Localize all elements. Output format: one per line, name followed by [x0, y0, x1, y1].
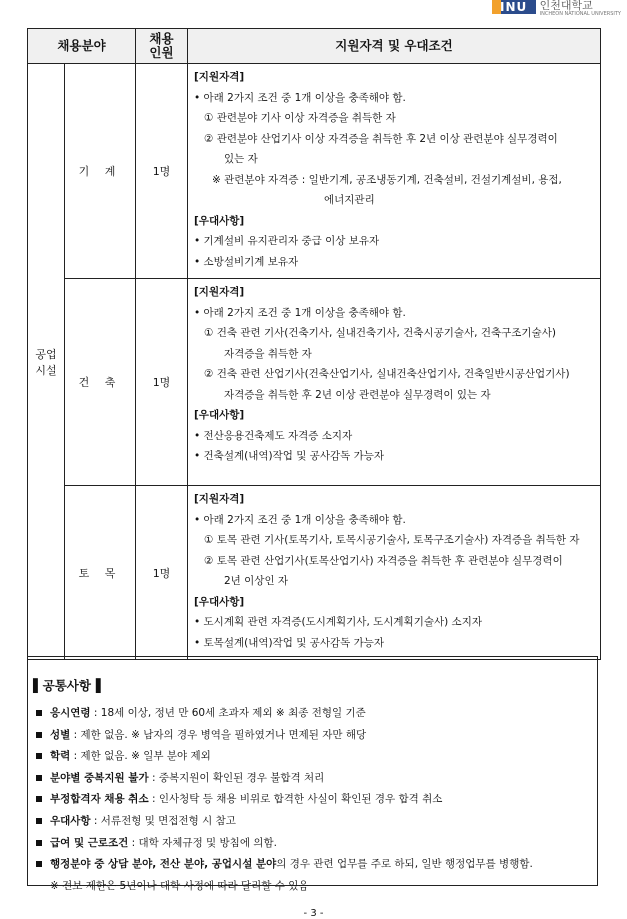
qualification-line: • 건축설계(내역)작업 및 공사감독 가능자	[194, 450, 385, 462]
qualification-line: 자격증을 취득한 후 2년 이상 관련분야 실무경력이 있는 자	[224, 388, 491, 401]
logo-name	[540, 0, 621, 17]
common-conditions-box	[27, 656, 598, 892]
section-heading: [지원자격]	[194, 286, 245, 298]
common-item	[36, 811, 596, 833]
field-cell: 토 목	[65, 486, 136, 660]
page-number: - 3 -	[303, 908, 324, 919]
square-bullet-icon	[36, 710, 42, 716]
common-title: ▌공통사항▐	[33, 678, 101, 693]
square-bullet-icon	[36, 840, 42, 846]
table-row	[28, 279, 601, 486]
common-item-text: : 제한 없음. ※ 남자의 경우 병역을 필하였거나 면제된 자만 해당	[70, 728, 367, 741]
common-item-label: 학력	[50, 750, 71, 763]
square-bullet-icon	[36, 732, 42, 738]
header-count: 채용 인원	[136, 29, 188, 64]
common-item	[36, 725, 596, 747]
logo-name-text: 인천대학교	[539, 0, 593, 12]
qualification-line: ① 관련분야 기사 이상 자격증을 취득한 자	[204, 112, 396, 124]
qualification-line: 2년 이상인 자	[224, 575, 289, 587]
common-item-label: 분야별 중복지원 불가	[50, 771, 149, 784]
qualification-line: 자격증을 취득한 자	[224, 347, 312, 360]
section-heading: [지원자격]	[194, 493, 245, 505]
common-item	[36, 833, 596, 855]
qualification-cell	[188, 486, 601, 660]
section-heading: [우대사항]	[194, 409, 245, 421]
qualification-line: ② 건축 관련 산업기사(건축산업기사, 실내건축산업기사, 건축일반시공산업기사)	[204, 368, 570, 380]
square-bullet-icon	[36, 861, 42, 867]
square-bullet-icon	[36, 753, 42, 759]
qualification-line: • 도시계획 관련 자격증(도시계획기사, 도시계획기술사) 소지자	[194, 616, 482, 628]
common-item-label: 급여 및 근로조건	[50, 836, 129, 849]
qualification-line: 에너지관리	[324, 194, 375, 206]
qualification-cell	[188, 279, 601, 486]
qualification-line: ① 건축 관련 기사(건축기사, 실내건축기사, 건축시공기술사, 건축구조기술사)	[204, 327, 556, 339]
common-item-label: 부정합격자 채용 취소	[50, 793, 149, 806]
header-qualification: 지원자격 및 우대조건	[188, 29, 601, 64]
common-item	[36, 854, 596, 876]
common-item-text: : 중복지원이 확인된 경우 불합격 처리	[148, 771, 325, 784]
table-row	[28, 486, 601, 660]
common-item-text: 의 경우 관련 업무를 주로 하되, 일반 행정업무를 병행함.	[276, 858, 533, 871]
header-field: 채용분야	[28, 29, 136, 64]
common-list	[36, 703, 596, 897]
qualification-line: ※ 관련분야 자격증 : 일반기계, 공조냉동기계, 건축설비, 건설기계설비, 용접,	[212, 173, 562, 186]
qualification-line: • 기계설비 유지관리자 중급 이상 보유자	[194, 235, 380, 247]
common-item-label: 행정분야 중 상담 분야, 전산 분야, 공업시설 분야	[50, 858, 277, 871]
qualification-line: 있는 자	[224, 153, 258, 165]
section-heading: [우대사항]	[194, 214, 245, 227]
count-cell: 1명	[136, 279, 188, 486]
logo-mark: INU	[492, 0, 536, 14]
qualification-line: • 아래 2가지 조건 중 1개 이상을 충족해야 함.	[194, 513, 406, 526]
common-item-label: 응시연령	[50, 707, 91, 719]
section-heading: [지원자격]	[194, 71, 245, 83]
common-item-text: : 인사청탁 등 채용 비위로 합격한 사실이 확인된 경우 합격 취소	[148, 793, 443, 806]
table-header-row	[28, 29, 601, 64]
common-item-label: 우대사항	[50, 814, 91, 827]
square-bullet-icon	[36, 818, 42, 824]
table-row	[28, 64, 601, 279]
common-item-text: : 18세 이상, 정년 만 60세 초과자 제외 ※ 최종 전형일 기준	[90, 707, 366, 719]
common-item-text: : 제한 없음. ※ 일부 분야 제외	[70, 750, 211, 763]
qualification-line: • 토목설계(내역)작업 및 공사감독 가능자	[194, 636, 385, 649]
qualification-line: • 소방설비기계 보유자	[194, 255, 299, 268]
qualification-line: ② 토목 관련 산업기사(토목산업기사) 자격증을 취득한 후 관련분야 실무경력이	[204, 554, 563, 567]
common-note: ※ 전보 제한은 5년이나 대학 사정에 따라 달리할 수 있음	[50, 879, 309, 892]
logo-subtitle: INCHEON NATIONAL UNIVERSITY	[539, 11, 621, 17]
common-item	[36, 746, 596, 768]
section-heading: [우대사항]	[194, 595, 245, 608]
count-cell: 1명	[136, 64, 188, 279]
university-logo	[492, 0, 621, 16]
common-item-text: : 대학 자체규정 및 방침에 의함.	[128, 836, 277, 849]
qualification-line: ② 관련분야 산업기사 이상 자격증을 취득한 후 2년 이상 관련분야 실무경력이	[204, 132, 558, 145]
qualification-line: • 전산응용건축제도 자격증 소지자	[194, 429, 353, 442]
recruitment-table	[27, 28, 601, 660]
qualification-line: • 아래 2가지 조건 중 1개 이상을 충족해야 함.	[194, 306, 406, 319]
count-cell: 1명	[136, 486, 188, 660]
qualification-cell	[188, 64, 601, 279]
common-item-label: 성별	[50, 728, 71, 741]
qualification-line: • 아래 2가지 조건 중 1개 이상을 충족해야 함.	[194, 91, 406, 104]
qualification-line: ① 토목 관련 기사(토목기사, 토목시공기술사, 토목구조기술사) 자격증을 취득한 자	[204, 534, 580, 546]
common-item	[36, 703, 596, 725]
sector-cell: 공업 시설	[28, 64, 65, 660]
common-item-text: : 서류전형 및 면접전형 시 참고	[90, 814, 236, 827]
common-item	[36, 768, 596, 790]
square-bullet-icon	[36, 796, 42, 802]
field-cell: 기 계	[65, 64, 136, 279]
square-bullet-icon	[36, 775, 42, 781]
common-item	[36, 789, 596, 811]
field-cell: 건 축	[65, 279, 136, 486]
table-body	[28, 64, 601, 660]
